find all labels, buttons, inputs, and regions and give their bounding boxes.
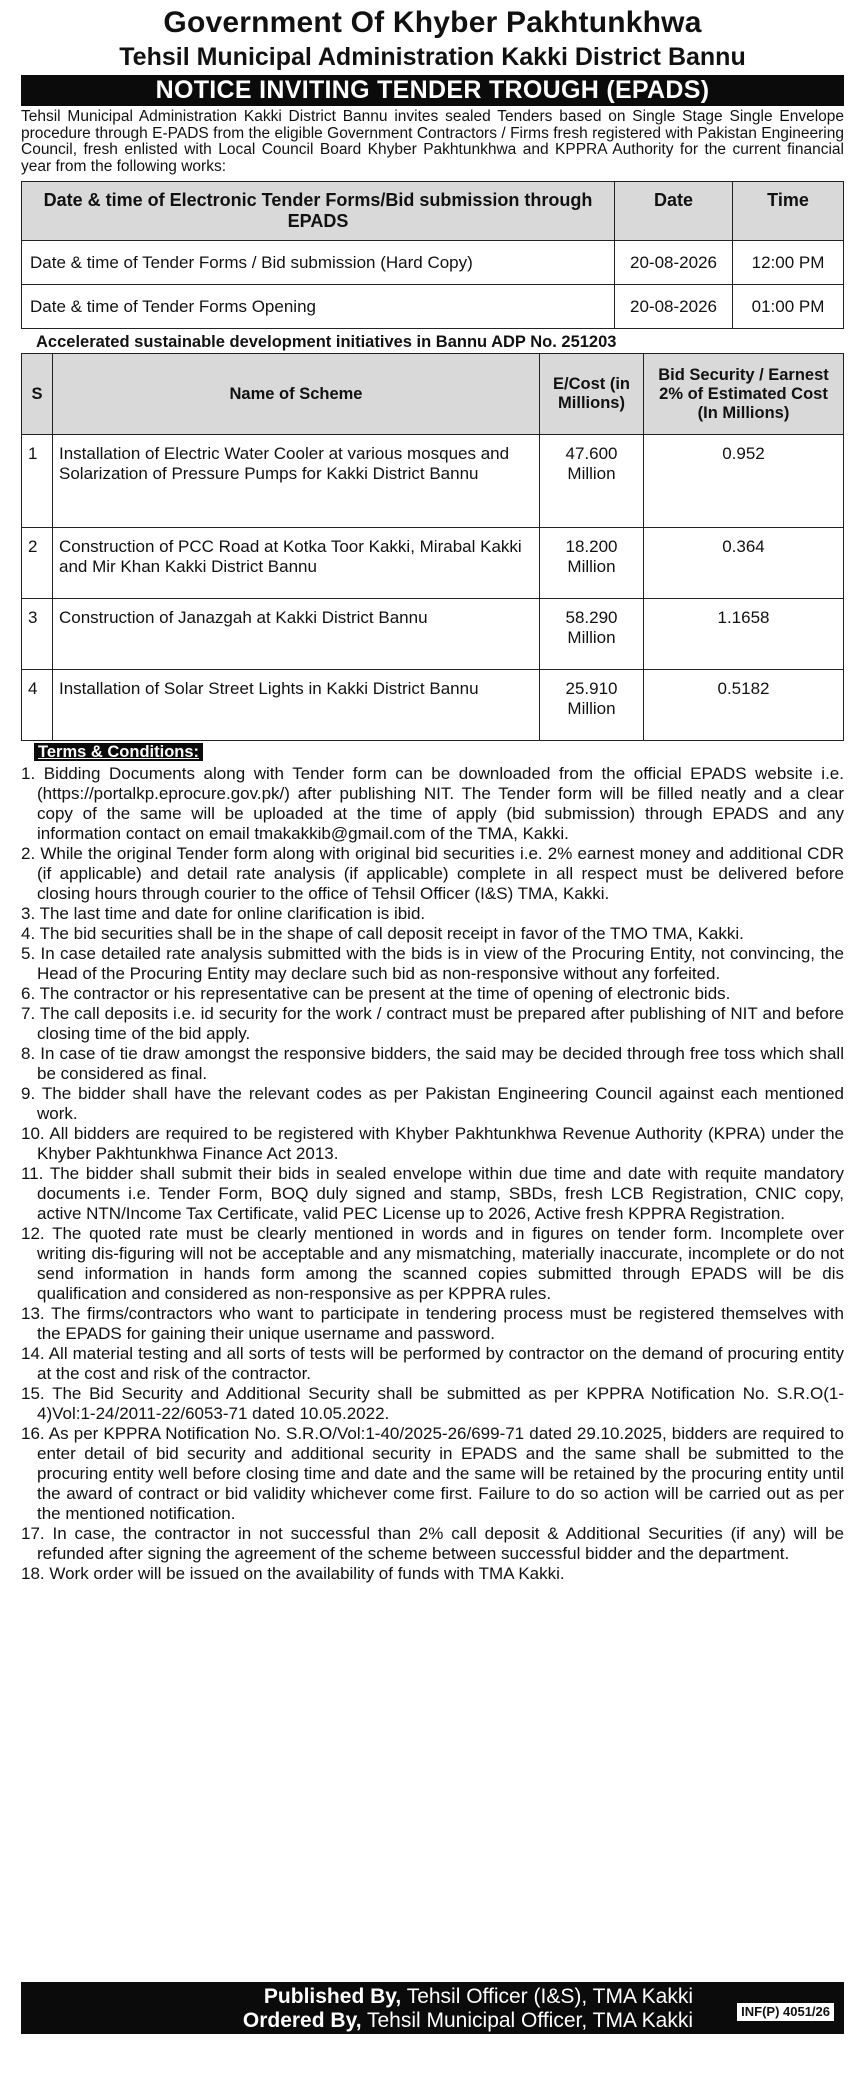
term-item: 5. In case detailed rate analysis submitted with the bids is in view of the Procuring Entity, not convincing, the Head of the Procuring Entity may declare such bid as non-responsive without any forfeited. [21, 944, 844, 983]
schedule-row [22, 241, 844, 285]
schemes-table [21, 353, 844, 741]
ordered-by-label: Ordered By, [242, 2009, 362, 2032]
scheme-bid-security: 0.5182 [644, 670, 844, 741]
term-item: 10. All bidders are required to be registered with Khyber Pakhtunkhwa Revenue Authority (KPRA) under the Khyber Pakhtunkhwa Finance Act 2013. [21, 1124, 844, 1163]
term-item: 16. As per KPPRA Notification No. S.R.O/Vol:1-40/2025-26/699-71 dated 29.10.2025, bidders are required to enter detail of bid security and additional security in EPADS and the same shall be submitted to the procuring entity well before closing time and date and the same will be retained by the procuring entity until the award of contract or bid validity whichever come first. Failure to do so action will be carried out as per the mentioned notification. [21, 1424, 844, 1523]
scheme-serial: 4 [22, 670, 53, 741]
scheme-serial: 3 [22, 599, 53, 670]
term-item: 4. The bid securities shall be in the shape of call deposit receipt in favor of the TMO TMA, Kakki. [21, 924, 744, 943]
ordered-by-line [21, 2009, 693, 2033]
published-by-line [21, 1985, 693, 2009]
schedule-label: Date & time of Tender Forms Opening [22, 285, 615, 329]
scheme-cost: 47.600 Million [540, 435, 644, 528]
schedule-header-time: Time [733, 182, 844, 241]
term-item: 2. While the original Tender form along with original bid securities i.e. 2% earnest money and additional CDR (if applicable) and detail rate analysis (if applicable) complete in all respect must be delivered before closing hours through courier to the office of Tehsil Officer (I&S) TMA, Kakki. [21, 844, 844, 903]
term-item: 13. The firms/contractors who want to participate in tendering process must be registered themselves with the EPADS for gaining their unique username and password. [21, 1304, 844, 1343]
scheme-name: Installation of Solar Street Lights in Kakki District Bannu [53, 670, 540, 741]
schedule-table [21, 181, 844, 329]
schedule-date: 20-08-2026 [615, 241, 733, 285]
term-item: 14. All material testing and all sorts of tests will be performed by contractor on the demand of procuring entity at the cost and risk of the contractor. [21, 1344, 844, 1383]
schemes-header-cost: E/Cost (in Millions) [540, 354, 644, 435]
schemes-header-bid: Bid Security / Earnest 2% of Estimated Cost (In Millions) [644, 354, 844, 435]
footer-banner [21, 1982, 844, 2034]
published-by-value: Tehsil Officer (I&S), TMA Kakki [401, 1985, 693, 2008]
term-item: 12. The quoted rate must be clearly mentioned in words and in figures on tender form. Incomplete over writing dis-figuring will not be acceptable and any mismatching, materially inaccurate, incomplete or do not send information in hands form among the scanned copies submitted through EPADS will be dis qualification and considered as non-responsive as per KPPRA rules. [21, 1224, 844, 1303]
scheme-name: Installation of Electric Water Cooler at various mosques and Solarization of Pressure Pumps for Kakki District Bannu [53, 435, 540, 528]
term-item: 18. Work order will be issued on the availability of funds with TMA Kakki. [21, 1564, 565, 1583]
term-item: 9. The bidder shall have the relevant codes as per Pakistan Engineering Council against each mentioned work. [21, 1084, 844, 1123]
schedule-header-row [22, 182, 844, 241]
schemes-header-row [22, 354, 844, 435]
intro-paragraph: Tehsil Municipal Administration Kakki District Bannu invites sealed Tenders based on Single Stage Single Envelope procedure through E-PADS from the eligible Government Contractors / Firms fresh registered with Pakistan Engineering Council, fresh enlisted with Local Council Board Khyber Pakhtunkhwa and KPPRA Authority for the current financial year from the following works: [21, 108, 844, 175]
scheme-cost: 18.200 Million [540, 528, 644, 599]
scheme-row [22, 435, 844, 528]
term-item: 17. In case, the contractor in not successful than 2% call deposit & Additional Securities (if any) will be refunded after signing the agreement of the scheme between successful bidder and the department. [21, 1524, 844, 1563]
term-item: 1. Bidding Documents along with Tender form can be downloaded from the official EPADS website i.e. (https://portalkp.eprocure.gov.pk/) after publishing NIT. The Tender form will be filled neatly and a clear copy of the same will be uploaded at the time of apply (bid submission) through EPADS and any information contact on email tmakakkib@gmail.com of the TMA, Kakki. [21, 764, 844, 843]
schedule-time: 12:00 PM [733, 241, 844, 285]
terms-title: Terms & Conditions: [34, 743, 203, 761]
scheme-row [22, 528, 844, 599]
published-by-label: Published By, [263, 1985, 402, 2008]
administration-title: Tehsil Municipal Administration Kakki District Bannu [119, 43, 746, 71]
schedule-header-date: Date [615, 182, 733, 241]
scheme-name: Construction of PCC Road at Kotka Toor Kakki, Mirabal Kakki and Mir Khan Kakki District Bannu [53, 528, 540, 599]
scheme-bid-security: 0.952 [644, 435, 844, 528]
schemes-header-name: Name of Scheme [53, 354, 540, 435]
government-title: Government Of Khyber Pakhtunkhwa [163, 6, 702, 39]
schedule-header-label: Date & time of Electronic Tender Forms/Bid submission through EPADS [22, 182, 615, 241]
schedule-row [22, 285, 844, 329]
notice-banner: NOTICE INVITING TENDER TROUGH (EPADS) [21, 75, 844, 106]
schedule-date: 20-08-2026 [615, 285, 733, 329]
ordered-by-value: Tehsil Municipal Officer, TMA Kakki [361, 2009, 693, 2032]
schedule-time: 01:00 PM [733, 285, 844, 329]
tender-notice [12, 6, 853, 2032]
schemes-header-s: S [22, 354, 53, 435]
reference-number: INF(P) 4051/26 [737, 2003, 834, 2021]
adp-title: Accelerated sustainable development initiatives in Bannu ADP No. 251203 [36, 333, 617, 351]
term-item: 6. The contractor or his representative can be present at the time of opening of electronic bids. [21, 984, 731, 1003]
schedule-label: Date & time of Tender Forms / Bid submission (Hard Copy) [22, 241, 615, 285]
term-item: 7. The call deposits i.e. id security for the work / contract must be prepared after publishing of NIT and before closing time of the bid apply. [21, 1004, 844, 1043]
scheme-bid-security: 1.1658 [644, 599, 844, 670]
scheme-cost: 58.290 Million [540, 599, 644, 670]
scheme-name: Construction of Janazgah at Kakki District Bannu [53, 599, 540, 670]
scheme-serial: 2 [22, 528, 53, 599]
term-item: 8. In case of tie draw amongst the responsive bidders, the said may be decided through free toss which shall be considered as final. [21, 1044, 844, 1083]
term-item: 11. The bidder shall submit their bids in sealed envelope within due time and date with requite mandatory documents i.e. Tender Form, BOQ duly signed and stamp, SBDs, fresh LCB Registration, CNIC copy, active NTN/Income Tax Certificate, valid PEC License up to 2026, Active fresh KPPRA Registration. [21, 1164, 844, 1223]
terms-list [21, 764, 844, 1584]
scheme-bid-security: 0.364 [644, 528, 844, 599]
term-item: 3. The last time and date for online clarification is ibid. [21, 904, 426, 923]
scheme-cost: 25.910 Million [540, 670, 644, 741]
term-item: 15. The Bid Security and Additional Security shall be submitted as per KPPRA Notification No. S.R.O(1-4)Vol:1-24/2011-22/6053-71 dated 10.05.2022. [21, 1384, 844, 1423]
scheme-serial: 1 [22, 435, 53, 528]
scheme-row [22, 670, 844, 741]
scheme-row [22, 599, 844, 670]
